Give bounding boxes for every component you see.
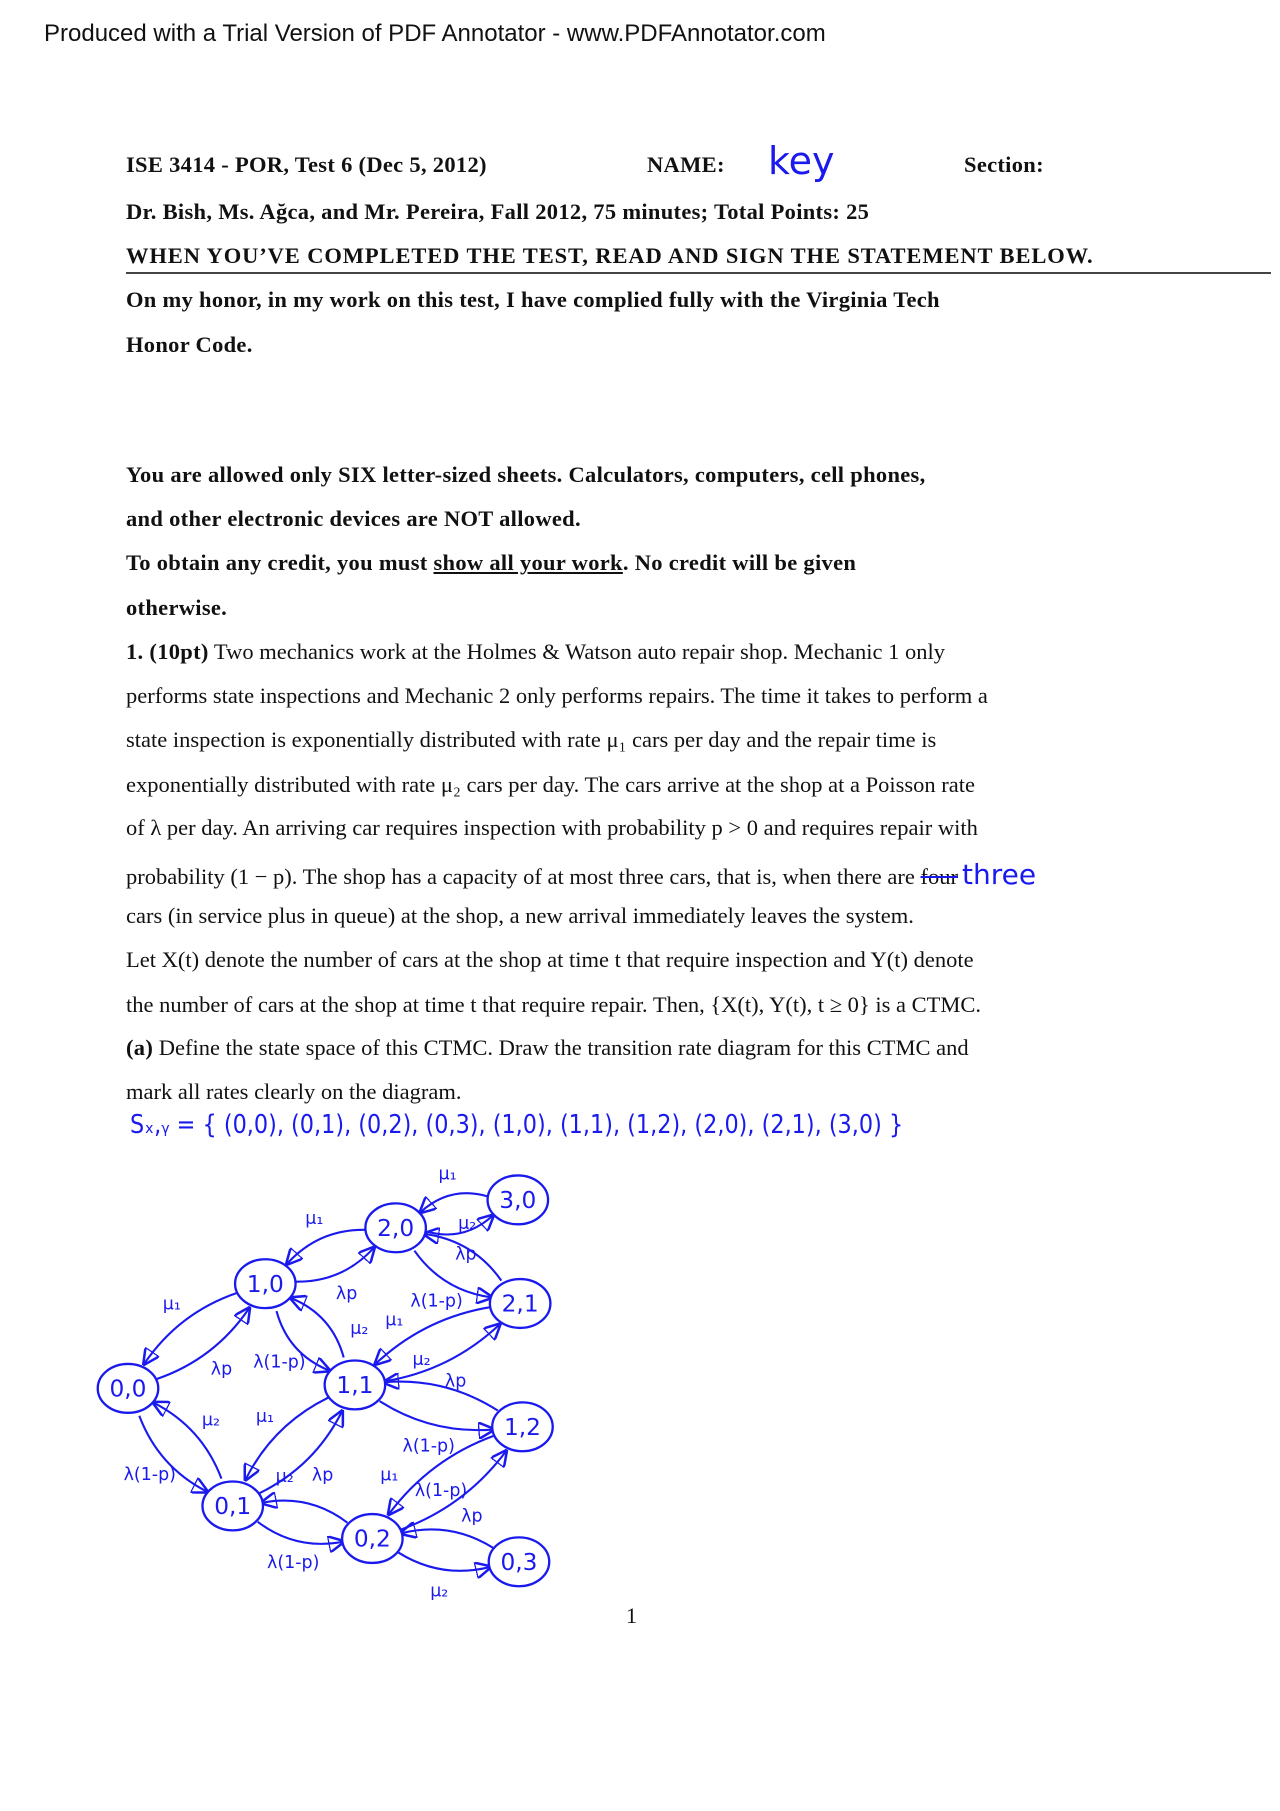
transition-rate-label: μ₁: [438, 1164, 457, 1185]
transition-rate-label: μ₂: [458, 1214, 477, 1235]
transition-rate-label: λ(1-p): [414, 1481, 468, 1502]
problem-line-4: exponentially distributed with rate μ₂ cars per day. The cars arrive at the shop at a Poisson rate: [126, 772, 976, 797]
transition-rate-label: μ₁: [162, 1294, 181, 1315]
transition-arrow: [401, 1529, 492, 1547]
section-label: Section:: [964, 152, 1044, 177]
part-a-text: Define the state space of this CTMC. Draw the transition rate diagram for this CTMC and: [153, 1035, 969, 1060]
transition-rate-label: μ₁: [385, 1310, 404, 1331]
handwritten-correction: three: [962, 858, 1037, 891]
transition-arrow: [144, 1293, 237, 1364]
state-node-label: 1,2: [503, 1413, 541, 1441]
problem-number: 1. (10pt): [126, 639, 209, 664]
problem-line-8: Let X(t) denote the number of cars at the shop at time t that require inspection and Y(t) denote: [126, 947, 974, 972]
honor-statement-2: Honor Code.: [126, 332, 253, 357]
state-node-label: 3,0: [499, 1187, 537, 1215]
transition-rate-label: μ₂: [412, 1350, 431, 1371]
transition-arrow: [295, 1248, 374, 1282]
transition-rate-label: λ(1-p): [253, 1352, 306, 1373]
problem-text: Two mechanics work at the Holmes & Watson auto repair shop. Mechanic 1 only: [208, 639, 945, 664]
transition-rate-label: λ(1-p): [267, 1552, 320, 1573]
instructors-line: Dr. Bish, Ms. Ağca, and Mr. Pereira, Fall 2012, 75 minutes; Total Points: 25: [126, 199, 870, 224]
transition-arrow: [384, 1325, 499, 1382]
rule-text: . No credit will be given: [622, 550, 857, 575]
transition-rate-label: μ₂: [350, 1318, 369, 1339]
transition-rate-label: λ(1-p): [410, 1291, 463, 1312]
problem-line-9: the number of cars at the shop at time t that require repair. Then, {X(t), Y(t), t ≥ 0} is a CTMC.: [126, 992, 981, 1017]
transition-rate-label: μ₂: [201, 1410, 220, 1431]
transition-arrow: [287, 1230, 366, 1264]
state-node-label: 0,2: [353, 1525, 391, 1553]
transition-rate-label: λp: [335, 1284, 358, 1305]
transition-rate-label: μ₂: [275, 1466, 294, 1487]
transition-rate-label: λp: [210, 1359, 233, 1380]
transition-arrow: [291, 1298, 344, 1357]
instruction-line: WHEN YOU’VE COMPLETED THE TEST, READ AND SIGN THE STATEMENT BELOW.: [126, 243, 1094, 268]
transition-arrow: [398, 1553, 489, 1571]
part-a-line-2: mark all rates clearly on the diagram.: [126, 1079, 462, 1104]
trial-watermark: Produced with a Trial Version of PDF Annotator - www.PDFAnnotator.com: [44, 20, 826, 47]
state-node-label: 2,1: [501, 1290, 539, 1318]
problem-text: probability (1 − p). The shop has a capacity of at most three cars, that is, when there are: [126, 864, 921, 889]
state-space-answer: Sₓ,ᵧ = { (0,0), (0,1), (0,2), (0,3), (1,0), (1,1), (1,2), (2,0), (2,1), (3,0) }: [130, 1110, 904, 1140]
course-title-text: ISE 3414 - POR, Test 6 (Dec 5, 2012): [126, 152, 487, 177]
transition-rate-label: μ₁: [380, 1465, 399, 1486]
transition-rate-label: λp: [444, 1371, 467, 1392]
transition-rate-label: μ₂: [430, 1581, 449, 1602]
transition-arrow: [380, 1401, 493, 1430]
part-a-label: (a): [126, 1035, 154, 1060]
transition-arrow: [156, 1308, 249, 1379]
problem-line-3: state inspection is exponentially distributed with rate μ₁ cars per day and the repair time is: [126, 727, 937, 752]
rule-line-2: and other electronic devices are NOT allowed.: [126, 506, 581, 531]
state-node-label: 0,3: [500, 1548, 538, 1576]
transition-arrow: [262, 1501, 347, 1523]
state-node-label: 1,0: [246, 1270, 284, 1298]
show-work-emphasis: show all your work: [433, 550, 623, 575]
name-label: NAME:: [647, 152, 725, 177]
transition-rate-label: λp: [311, 1465, 334, 1486]
transition-arrow: [258, 1522, 343, 1544]
state-node-label: 0,1: [214, 1493, 252, 1521]
transition-rate-label: λ(1-p): [123, 1465, 176, 1486]
transition-arrow: [384, 1382, 497, 1411]
problem-line-5: of λ per day. An arriving car requires inspection with probability p > 0 and requires repair with: [126, 815, 978, 840]
name-handwritten: key: [768, 139, 835, 183]
struck-word: four: [920, 864, 959, 889]
problem-line-7: cars (in service plus in queue) at the shop, a new arrival immediately leaves the system.: [126, 903, 914, 928]
transition-rate-label: μ₁: [255, 1407, 275, 1428]
transition-arrow: [421, 1193, 489, 1212]
transition-rate-label: λ(1-p): [402, 1436, 455, 1457]
rule-line-4: otherwise.: [126, 595, 228, 620]
rule-text: To obtain any credit, you must: [126, 550, 434, 575]
state-node-label: 0,0: [109, 1375, 147, 1403]
transition-rate-label: λp: [461, 1506, 483, 1527]
state-node-label: 1,1: [336, 1372, 374, 1400]
transition-rate-label: μ₁: [305, 1208, 324, 1229]
state-node-label: 2,0: [377, 1214, 415, 1242]
rule-line-1: You are allowed only SIX letter-sized sheets. Calculators, computers, cell phones,: [126, 462, 926, 487]
page-number: 1: [626, 1603, 637, 1628]
honor-statement-1: On my honor, in my work on this test, I have complied fully with the Virginia Tech: [126, 287, 940, 312]
problem-line-2: performs state inspections and Mechanic 2 only performs repairs. The time it takes to perform a: [126, 683, 988, 708]
transition-rate-label: λp: [455, 1244, 477, 1265]
